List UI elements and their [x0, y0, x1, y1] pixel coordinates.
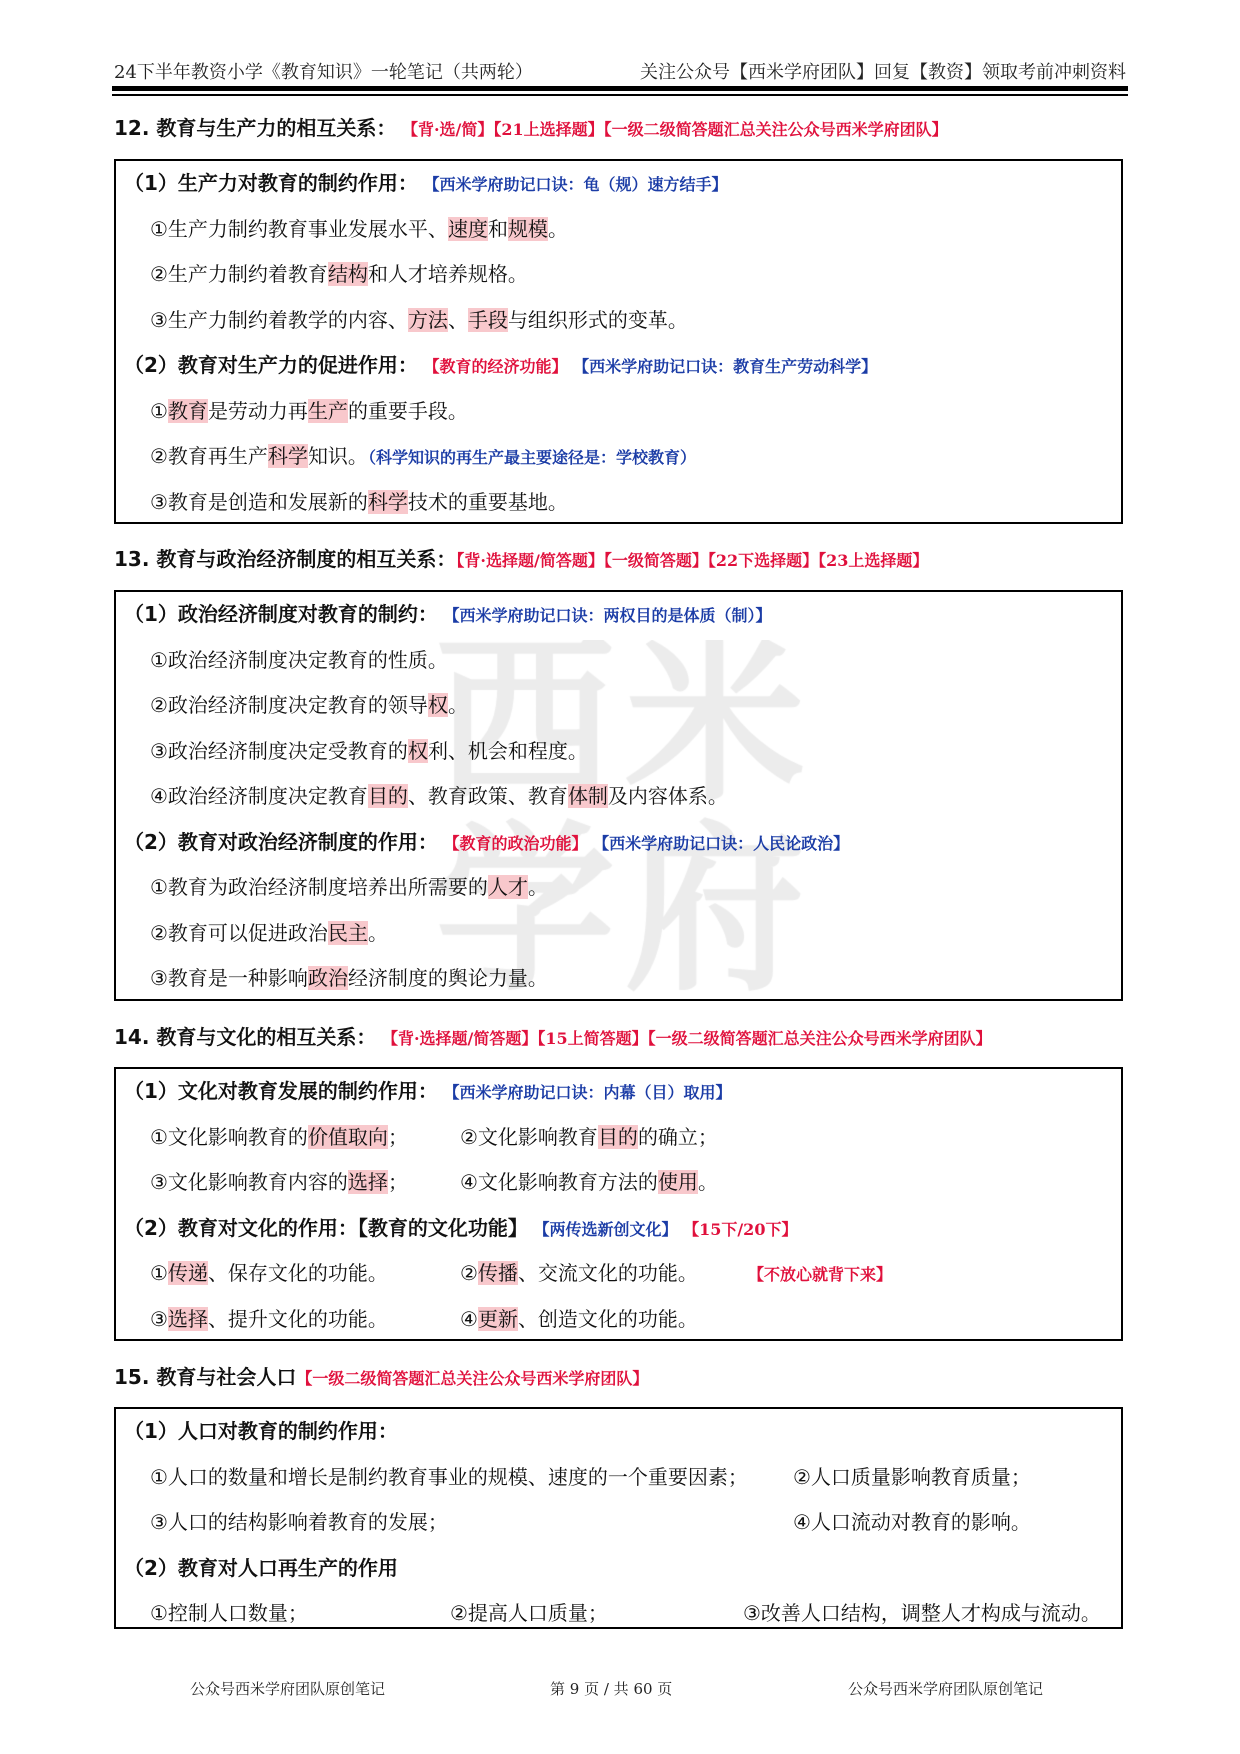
subheading-text: 15. 教育与社会人口: [114, 1365, 297, 1389]
list-item-cell: [150, 729, 1121, 775]
subheading-line: [124, 343, 1121, 389]
body-text: ③文化影响教育内容的: [150, 1170, 348, 1194]
page-number: 第 9 页 / 共 60 页: [550, 1680, 673, 1698]
highlighted-keyword: 选择: [167, 1306, 208, 1331]
body-text: ②教育再生产: [150, 444, 268, 468]
body-text: ①: [150, 398, 168, 423]
highlighted-keyword: 选择: [347, 1170, 388, 1194]
body-text: 、创造文化的功能。: [517, 1306, 698, 1331]
body-text: 。: [697, 1170, 718, 1194]
subheading-text: （1）生产力对教育的制约作用：: [124, 171, 418, 195]
body-text: ③生产力制约着教学的内容、: [150, 307, 408, 332]
highlighted-keyword: 生产: [307, 398, 348, 423]
list-item: [124, 207, 1121, 253]
list-item-cell: [150, 1251, 460, 1298]
list-item-cell: [150, 252, 1121, 298]
list-item-cell: [124, 161, 1121, 208]
section-box-15: [114, 1407, 1123, 1629]
highlighted-keyword: 人才: [487, 875, 528, 899]
header-rule-thin: [112, 94, 1128, 96]
list-item-cell: [793, 1500, 1121, 1546]
list-item: [124, 911, 1121, 957]
subheading-text: （2）教育对生产力的促进作用：: [124, 353, 418, 377]
section-title-13: [114, 543, 928, 572]
list-item: [124, 1115, 1121, 1161]
list-item-cell: [124, 1206, 1121, 1253]
body-text: ③人口的结构影响着教育的发展；: [150, 1510, 448, 1534]
list-item-cell: [460, 1251, 748, 1298]
list-item-cell: [150, 1455, 793, 1501]
red-tag: 【一级二级简答题汇总关注公众号西米学府团队】: [296, 1369, 649, 1388]
body-text: ①生产力制约教育事业发展水平、: [150, 216, 448, 241]
section-title-12: [114, 112, 948, 141]
header-rule-thick: [112, 86, 1128, 91]
list-item: [124, 434, 1121, 480]
red-tag: 【15下/20下】: [677, 1219, 798, 1239]
subheading-text: （1）人口对教育的制约作用：: [124, 1419, 398, 1443]
list-item: [124, 389, 1121, 435]
subheading-line: [124, 820, 1121, 866]
body-text: ①政治经济制度决定教育的性质。: [150, 647, 448, 672]
body-text: 是劳动力再: [207, 398, 308, 423]
section-box-13: [114, 590, 1123, 1001]
body-text: 、交流文化的功能。: [517, 1261, 698, 1285]
body-text: 和人才培养规格。: [367, 262, 528, 286]
highlighted-keyword: 速度: [447, 216, 488, 241]
subheading-text: （1）文化对教育发展的制约作用：: [124, 1079, 438, 1103]
body-text: 、: [447, 307, 468, 332]
highlighted-keyword: 使用: [657, 1170, 698, 1194]
subheading-text: 12. 教育与生产力的相互关系：: [114, 116, 397, 140]
list-item-cell: [124, 1069, 1121, 1116]
body-text: 。: [527, 875, 548, 899]
body-text: ①教育为政治经济制度培养出所需要的: [150, 875, 488, 899]
list-item-cell: [748, 1251, 1121, 1298]
subheading-line: [124, 1409, 1121, 1455]
highlighted-keyword: 权: [427, 693, 448, 717]
body-text: ③教育是创造和发展新的: [150, 489, 368, 514]
list-item-cell: [124, 1546, 1121, 1592]
list-item-cell: [150, 774, 1121, 820]
body-text: ③: [150, 1306, 168, 1331]
body-text: 技术的重要基地。: [407, 489, 568, 514]
red-tag: 【不放心就背下来】: [748, 1265, 893, 1284]
list-item: [124, 480, 1121, 526]
list-item: [124, 683, 1121, 729]
body-text: ②文化影响教育: [460, 1124, 598, 1149]
body-text: 。: [447, 693, 468, 717]
highlighted-keyword: 传递: [167, 1261, 208, 1285]
list-item-cell: [150, 1115, 460, 1161]
highlighted-keyword: 价值取向: [307, 1124, 388, 1149]
list-item-cell: [150, 956, 1121, 1002]
body-text: ④人口流动对教育的影响。: [793, 1510, 1031, 1534]
subheading-line: [124, 161, 1121, 207]
body-text: ；: [387, 1124, 408, 1149]
highlighted-keyword: 权: [407, 738, 428, 763]
red-tag: 【背·选择题/简答题】【一级简答题】【22下选择题】【23上选择题】: [456, 551, 929, 570]
list-item-cell: [460, 1160, 748, 1206]
highlighted-keyword: 传播: [477, 1261, 518, 1285]
highlighted-keyword: 更新: [477, 1306, 518, 1331]
list-item: [124, 956, 1121, 1002]
body-text: ③政治经济制度决定受教育的: [150, 738, 408, 763]
section-title-14: [114, 1021, 992, 1050]
body-text: ①人口的数量和增长是制约教育事业的规模、速度的一个重要因素；: [150, 1464, 748, 1489]
body-text: 、提升文化的功能。: [207, 1306, 388, 1331]
mnemonic-tag: 【西米学府助记口诀：两权目的是体质（制）】: [437, 606, 772, 625]
body-text: ②提高人口质量；: [450, 1601, 608, 1625]
list-item-cell: [743, 1591, 1121, 1637]
list-item-cell: [150, 480, 1121, 526]
list-item: [124, 729, 1121, 775]
subheading-line: [124, 592, 1121, 638]
red-tag: 【教育的经济功能】: [417, 357, 568, 376]
subheading-line: [124, 1069, 1121, 1115]
list-item-cell: [150, 434, 1121, 481]
highlighted-keyword: 科学: [267, 444, 308, 468]
red-tag: 【背·选/简】【21上选择题】【一级二级简答题汇总关注公众号西米学府团队】: [396, 120, 948, 139]
highlighted-keyword: 方法: [407, 307, 448, 332]
body-text: 。: [367, 920, 388, 945]
highlighted-keyword: 手段: [467, 307, 508, 332]
list-item-cell: [150, 683, 1121, 729]
list-item-cell: [450, 1591, 743, 1637]
body-text: 。: [547, 216, 568, 241]
mnemonic-tag: 【两传选新创文化】: [527, 1219, 678, 1239]
body-text: 经济制度的舆论力量。: [347, 966, 548, 990]
body-text: ①: [150, 1261, 168, 1285]
list-item: [124, 1251, 1121, 1297]
mnemonic-tag: （科学知识的再生产最主要途径是：学校教育）: [367, 448, 696, 467]
list-item-cell: [150, 207, 1121, 253]
highlighted-keyword: 结构: [327, 262, 368, 286]
footer-left: 公众号西米学府团队原创笔记: [190, 1680, 386, 1698]
subheading-line: [124, 1546, 1121, 1592]
list-item-cell: [124, 592, 1121, 639]
subheading-text: 14. 教育与文化的相互关系：: [114, 1025, 377, 1049]
subheading-text: （2）教育对人口再生产的作用: [124, 1555, 398, 1580]
body-text: ④政治经济制度决定教育: [150, 784, 368, 808]
body-text: ①文化影响教育的: [150, 1124, 308, 1149]
list-item-cell: [150, 298, 1121, 344]
body-text: 利、机会和程度。: [427, 738, 588, 763]
subheading-text: 13. 教育与政治经济制度的相互关系：: [114, 547, 457, 571]
body-text: 的确立；: [637, 1124, 718, 1149]
section-box-14: [114, 1067, 1123, 1341]
list-item-cell: [124, 820, 1121, 867]
highlighted-keyword: 目的: [597, 1124, 638, 1149]
list-item-cell: [793, 1455, 1121, 1501]
mnemonic-tag: 【西米学府助记口诀：内幕（目）取用】: [437, 1083, 732, 1102]
mnemonic-tag: 【西米学府助记口诀：人民论政治】: [587, 833, 850, 853]
body-text: ②教育可以促进政治: [150, 920, 328, 945]
list-item: [124, 1500, 1121, 1546]
subheading-text: （2）教育对政治经济制度的作用：: [124, 829, 438, 854]
body-text: 、教育政策、教育: [407, 784, 568, 808]
list-item-cell: [460, 1297, 748, 1343]
subheading-text: （1）政治经济制度对教育的制约：: [124, 602, 438, 626]
subheading-line: [124, 1206, 1121, 1252]
subheading-text: （2）教育对文化的作用：【教育的文化功能】: [124, 1215, 528, 1240]
highlighted-keyword: 目的: [367, 784, 408, 808]
body-text: ②生产力制约着教育: [150, 262, 328, 286]
list-item-cell: [150, 1297, 460, 1343]
list-item-cell: [124, 1409, 1121, 1455]
body-text: ①控制人口数量；: [150, 1601, 308, 1625]
footer-right: 公众号西米学府团队原创笔记: [848, 1680, 1044, 1698]
body-text: ③改善人口结构，调整人才构成与流动。: [743, 1601, 1101, 1625]
highlighted-keyword: 规模: [507, 216, 548, 241]
body-text: ②政治经济制度决定教育的领导: [150, 693, 428, 717]
list-item: [124, 774, 1121, 820]
highlighted-keyword: 政治: [307, 966, 348, 990]
body-text: ②: [460, 1261, 478, 1285]
body-text: 知识。: [307, 444, 368, 468]
list-item-cell: [150, 638, 1121, 684]
body-text: 、保存文化的功能。: [207, 1261, 388, 1285]
list-item-cell: [150, 1500, 793, 1546]
body-text: ④: [460, 1306, 478, 1331]
list-item: [124, 1160, 1121, 1206]
mnemonic-tag: 【西米学府助记口诀：龟（规）速方结手】: [417, 175, 728, 194]
highlighted-keyword: 民主: [327, 920, 368, 945]
highlighted-keyword: 科学: [367, 489, 408, 514]
list-item-cell: [150, 1160, 460, 1206]
list-item-cell: [150, 865, 1121, 911]
list-item: [124, 1591, 1121, 1637]
body-text: 与组织形式的变革。: [507, 307, 688, 332]
highlighted-keyword: 体制: [567, 784, 608, 808]
mnemonic-tag: 【西米学府助记口诀：教育生产劳动科学】: [567, 357, 878, 376]
body-text: ③教育是一种影响: [150, 966, 308, 990]
list-item-cell: [150, 911, 1121, 957]
body-text: ；: [387, 1170, 408, 1194]
list-item: [124, 638, 1121, 684]
header-promo: 关注公众号【西米学府团队】回复【教资】领取考前冲刺资料: [640, 62, 1126, 83]
body-text: ④文化影响教育方法的: [460, 1170, 658, 1194]
list-item-cell: [150, 1591, 450, 1637]
red-tag: 【背·选择题/简答题】【15上简答题】【一级二级简答题汇总关注公众号西米学府团队】: [376, 1029, 992, 1048]
section-title-15: [114, 1361, 648, 1390]
body-text: 和: [487, 216, 508, 241]
list-item: [124, 1297, 1121, 1343]
list-item-cell: [460, 1115, 748, 1161]
body-text: ②人口质量影响教育质量；: [793, 1464, 1031, 1489]
red-tag: 【教育的政治功能】: [437, 833, 588, 853]
list-item: [124, 1455, 1121, 1501]
highlighted-keyword: 教育: [167, 398, 208, 423]
body-text: 的重要手段。: [347, 398, 468, 423]
list-item-cell: [150, 389, 1121, 435]
list-item-cell: [124, 343, 1121, 390]
section-box-12: [114, 159, 1123, 524]
list-item: [124, 298, 1121, 344]
list-item: [124, 252, 1121, 298]
body-text: 及内容体系。: [607, 784, 728, 808]
list-item: [124, 865, 1121, 911]
header-title: 24下半年教资小学《教育知识》一轮笔记（共两轮）: [114, 62, 533, 83]
